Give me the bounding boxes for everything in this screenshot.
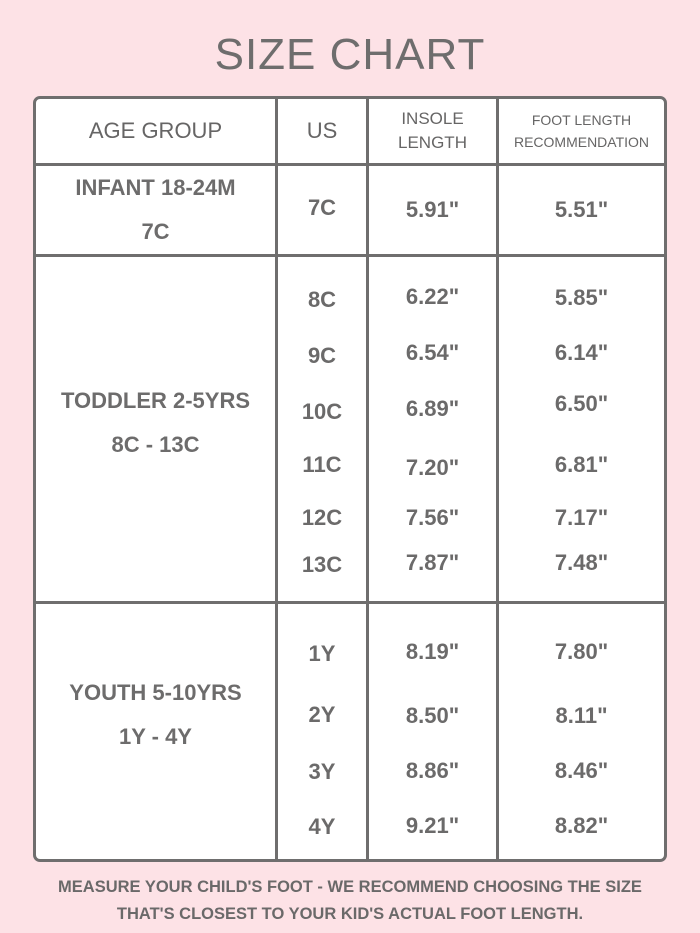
us-size: 8C	[307, 287, 337, 312]
insole-length: 6.22"	[405, 284, 460, 309]
foot-length: 5.85"	[554, 285, 609, 310]
insole-length: 8.86"	[405, 758, 460, 783]
us-size: 10C	[301, 399, 343, 424]
group-range: 7C	[141, 219, 170, 244]
header-insole-line1: INSOLE	[401, 109, 464, 128]
us-size: 11C	[302, 452, 342, 477]
insole-length: 7.20"	[405, 455, 460, 480]
group-name: INFANT 18-24M	[75, 175, 236, 200]
us-size: 7C	[307, 195, 337, 220]
foot-length: 7.80"	[554, 639, 609, 664]
footer-line-2: THAT'S CLOSEST TO YOUR KID'S ACTUAL FOOT LENGTH.	[116, 905, 584, 923]
row-divider	[36, 601, 664, 604]
foot-length: 6.81"	[554, 452, 609, 477]
foot-length: 6.14"	[554, 340, 609, 365]
foot-length: 7.17"	[554, 505, 609, 530]
page-title: SIZE CHART	[214, 30, 486, 79]
us-size: 1Y	[308, 641, 336, 666]
header-age-group	[36, 99, 275, 163]
group-label-toddler	[36, 377, 275, 469]
insole-length: 6.54"	[405, 340, 460, 365]
insole-length: 8.50"	[405, 703, 460, 728]
header-insole-line2: LENGTH	[398, 133, 467, 152]
foot-length: 5.51"	[554, 197, 609, 222]
foot-length: 8.11"	[555, 703, 608, 728]
insole-length: 7.87"	[405, 550, 460, 575]
group-range: 8C - 13C	[111, 432, 200, 457]
us-size: 4Y	[308, 814, 336, 839]
header-foot-length	[499, 99, 664, 163]
header-foot-line1: FOOT LENGTH	[531, 112, 632, 128]
header-foot-line2: RECOMMENDATION	[513, 134, 650, 150]
header-us-label: US	[306, 118, 338, 143]
insole-length: 8.19"	[405, 639, 460, 664]
group-range: 1Y - 4Y	[119, 724, 192, 749]
insole-length: 7.56"	[405, 505, 460, 530]
footer-note	[0, 874, 700, 928]
row-divider	[36, 254, 664, 257]
us-size: 12C	[301, 505, 343, 530]
us-size: 9C	[307, 343, 337, 368]
foot-length: 8.46"	[554, 758, 609, 783]
group-label-infant	[36, 166, 275, 254]
insole-length: 9.21"	[405, 813, 460, 838]
group-name: YOUTH 5-10YRS	[69, 680, 242, 705]
size-table	[33, 96, 667, 862]
group-name: TODDLER 2-5YRS	[60, 388, 251, 413]
us-size: 13C	[301, 552, 343, 577]
foot-length: 6.50"	[554, 391, 609, 416]
footer-line-1: MEASURE YOUR CHILD'S FOOT - WE RECOMMEND CHOOSING THE SIZE	[58, 878, 642, 896]
foot-length: 7.48"	[554, 550, 609, 575]
us-size: 2Y	[308, 702, 336, 727]
header-insole-length	[369, 99, 496, 163]
header-us	[278, 99, 366, 163]
foot-length: 8.82"	[554, 813, 609, 838]
us-size: 3Y	[308, 759, 336, 784]
header-age-group-label: AGE GROUP	[88, 118, 223, 143]
insole-length: 5.91"	[405, 197, 460, 222]
insole-length: 6.89"	[405, 396, 460, 421]
group-label-youth	[36, 669, 275, 761]
